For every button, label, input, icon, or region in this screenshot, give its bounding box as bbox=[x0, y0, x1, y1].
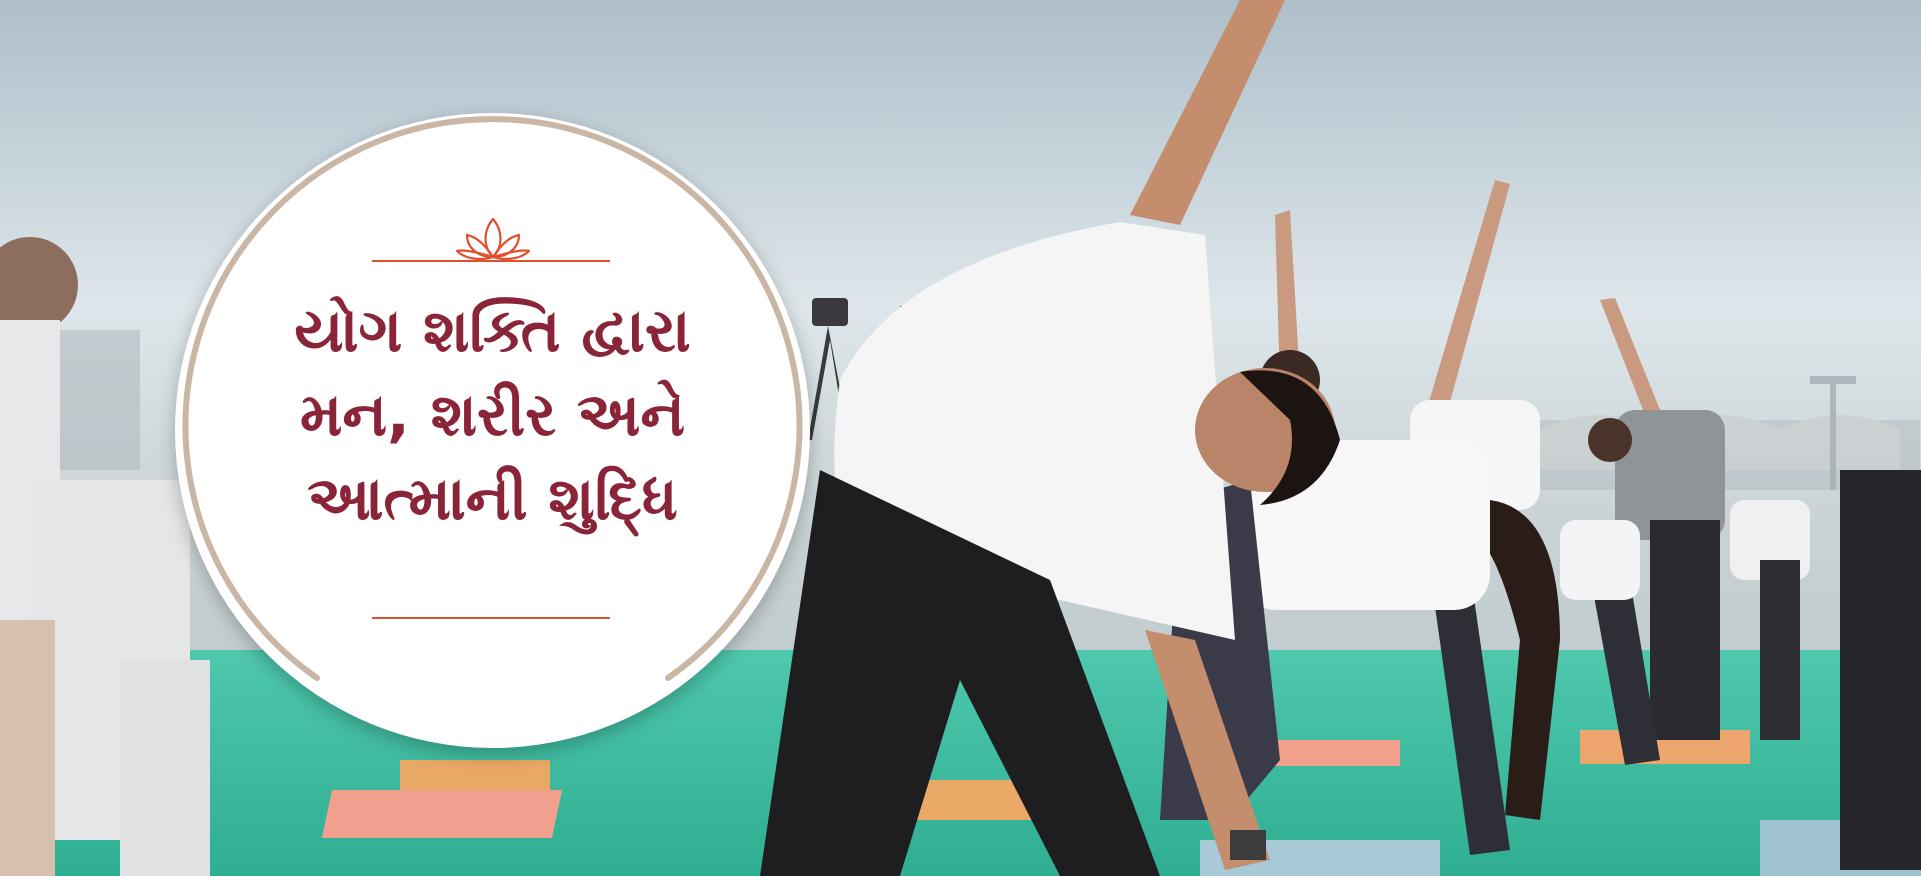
headline-line-3: આત્માની શુદ્ધિ bbox=[307, 464, 678, 534]
lotus-icon bbox=[455, 215, 531, 261]
headline-line-1: યોગ શક્તિ દ્વારા bbox=[294, 296, 691, 366]
headline bbox=[235, 289, 750, 541]
headline-line-2: મન, શરીર અને bbox=[299, 380, 686, 450]
divider-bottom bbox=[372, 617, 610, 619]
headline-badge bbox=[175, 113, 810, 748]
